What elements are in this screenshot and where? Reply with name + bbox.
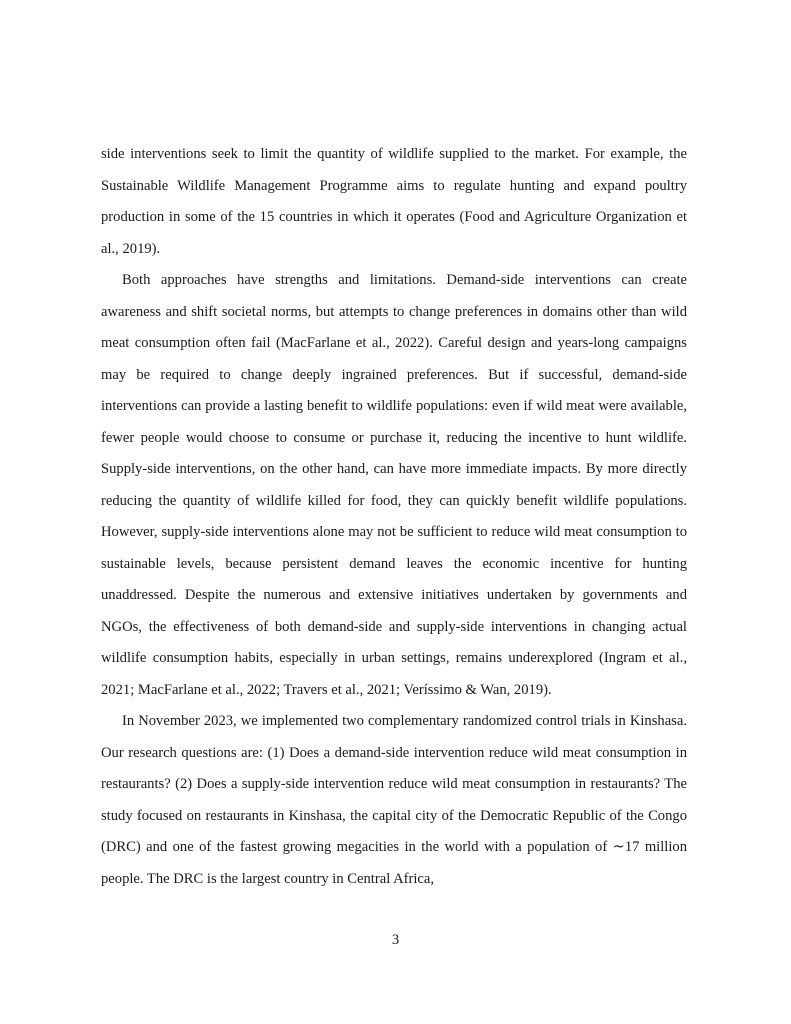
paragraph-study-design: In November 2023, we implemented two complementary randomized control trials in Kinshasa. Our research questions are: (1) Does a demand-side intervention reduce wild meat consumption in restaurants? (2) Does a supply-side intervention reduce wild meat consumption in restaurants? The study focused on restaurants in Kinshasa, the capital city of the Democratic Republic of the Congo (DRC) and one of the fastest growing megacities in the world with a population of ∼17 million people. The DRC is the largest country in Central Africa, [101, 713, 687, 887]
paragraph-continuation: side interventions seek to limit the quantity of wildlife supplied to the market. For example, the Sustainable Wildlife Management Programme aims to regulate hunting and expand poultry production in some of the 15 countries in which it operates (Food and Agriculture Organization et al., 2019). [101, 146, 687, 257]
paragraph-approaches: Both approaches have strengths and limitations. Demand-side interventions can create awareness and shift societal norms, but attempts to change preferences in domains other than wild meat consumption often fail (MacFarlane et al., 2022). Careful design and years-long campaigns may be required to change deeply ingrained preferences. But if successful, demand-side interventions can provide a lasting benefit to wildlife populations: even if wild meat were available, fewer people would choose to consume or purchase it, reducing the incentive to hunt wildlife. Supply-side interventions, on the other hand, can have more immediate impacts. By more directly reducing the quantity of wildlife killed for food, they can quickly benefit wildlife populations. However, supply-side interventions alone may not be sufficient to reduce wild meat consumption to sustainable levels, because persistent demand leaves the economic incentive for hunting unaddressed. Despite the numerous and extensive initiatives undertaken by governments and NGOs, the effectiveness of both demand-side and supply-side interventions in changing actual wildlife consumption habits, especially in urban settings, remains underexplored (Ingram et al., 2021; MacFarlane et al., 2022; Travers et al., 2021; Veríssimo & Wan, 2019). [101, 272, 687, 698]
body-text [101, 139, 687, 895]
page-number: 3 [391, 932, 400, 948]
